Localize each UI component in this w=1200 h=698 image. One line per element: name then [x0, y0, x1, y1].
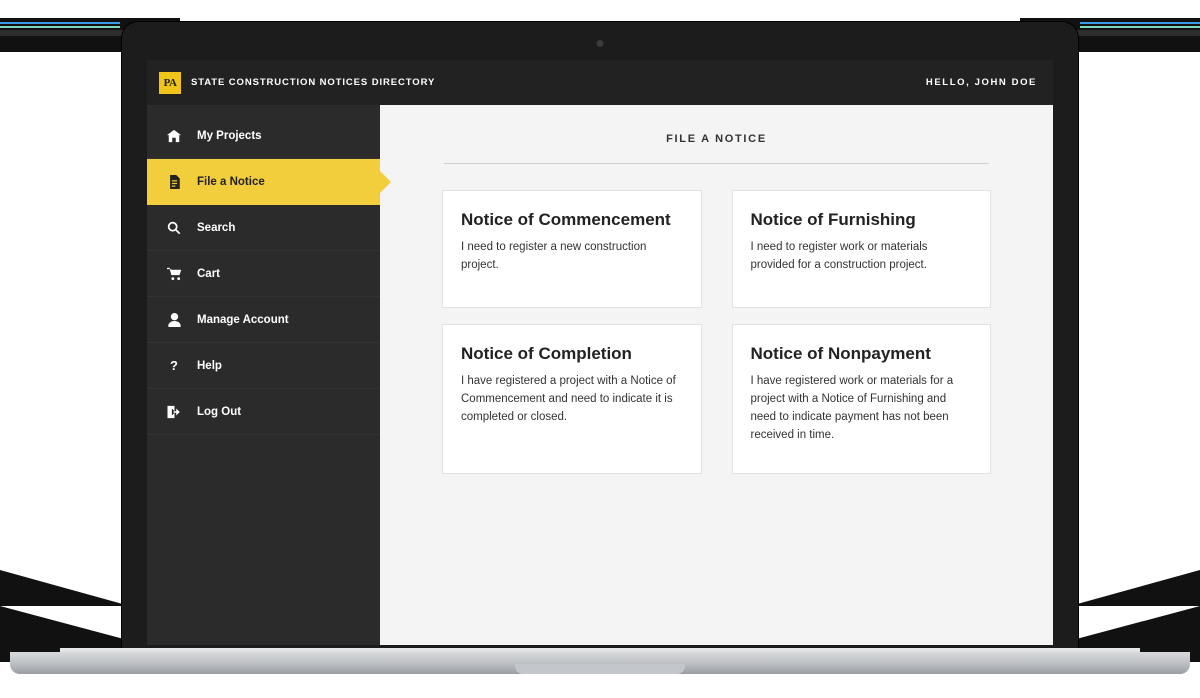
sidebar-item-label: Log Out: [197, 405, 242, 418]
notice-card-description: I need to register work or materials provided for a construction project.: [750, 241, 928, 272]
notice-card-title: Notice of Completion: [461, 344, 632, 363]
sidebar-item-label: Manage Account: [197, 313, 289, 326]
decorative-wedge-bottom-right-upper: [1070, 570, 1200, 606]
sidebar-item-label: Cart: [197, 267, 221, 280]
sidebar-item-label: My Projects: [197, 129, 262, 142]
notice-card-title: Notice of Nonpayment: [750, 344, 931, 363]
active-indicator-arrow: [380, 171, 391, 193]
laptop-frame: [122, 22, 1078, 652]
notice-card-description: I have registered a project with a Notice of Commencement and need to indicate it is completed or closed.: [461, 375, 676, 423]
decorative-wedge-bottom-left-upper: [0, 570, 130, 606]
home-icon: [165, 129, 183, 143]
user-icon: [165, 313, 183, 327]
decorative-stripe-left-2: [0, 26, 120, 28]
sidebar-item-search[interactable]: [147, 205, 380, 251]
sidebar-item-cart[interactable]: [147, 251, 380, 297]
notice-card-description: I need to register a new construction project.: [461, 241, 647, 272]
sidebar-item-help[interactable]: [147, 343, 380, 389]
brand[interactable]: [159, 72, 435, 94]
search-icon: [165, 221, 183, 235]
notice-card-description: I have registered work or materials for a project with a Notice of Furnishing and need to indicate payment has not been received in time.: [750, 375, 954, 441]
decorative-stripe-right-2: [1080, 26, 1200, 28]
main-content: [380, 105, 1053, 645]
webcam-icon: [597, 40, 604, 47]
sidebar-item-file-a-notice[interactable]: [147, 159, 380, 205]
app-body: [147, 105, 1053, 645]
app-screen: [147, 60, 1053, 645]
notice-card-nonpayment[interactable]: [732, 324, 992, 474]
sidebar-item-label: Help: [197, 359, 222, 372]
sidebar-item-label: File a Notice: [197, 176, 265, 188]
notice-card-furnishing[interactable]: [732, 190, 992, 308]
sidebar-item-manage-account[interactable]: [147, 297, 380, 343]
decorative-stripe-left: [0, 22, 120, 24]
sidebar-item-log-out[interactable]: [147, 389, 380, 435]
logout-icon: [165, 405, 183, 419]
sidebar-item-label: Search: [197, 221, 236, 234]
notice-card-completion[interactable]: [442, 324, 702, 474]
brand-title: STATE CONSTRUCTION NOTICES DIRECTORY: [191, 77, 436, 88]
sidebar: [147, 105, 380, 645]
laptop-base-notch: [515, 664, 685, 674]
question-mark-icon: ?: [170, 358, 178, 373]
page-title: FILE A NOTICE: [666, 133, 767, 145]
decorative-stripe-right: [1080, 22, 1200, 24]
app-header: [147, 60, 1053, 105]
cart-icon: [165, 267, 183, 281]
notice-card-title: Notice of Commencement: [461, 210, 671, 229]
notice-card-title: Notice of Furnishing: [750, 210, 916, 229]
notice-card-commencement[interactable]: [442, 190, 702, 308]
notice-type-grid: [416, 190, 1017, 474]
title-divider: [444, 163, 989, 164]
document-icon: [165, 175, 183, 189]
sidebar-item-my-projects[interactable]: [147, 113, 380, 159]
user-greeting[interactable]: HELLO, JOHN DOE: [925, 77, 1037, 88]
keystone-logo-icon: PA: [159, 72, 181, 94]
